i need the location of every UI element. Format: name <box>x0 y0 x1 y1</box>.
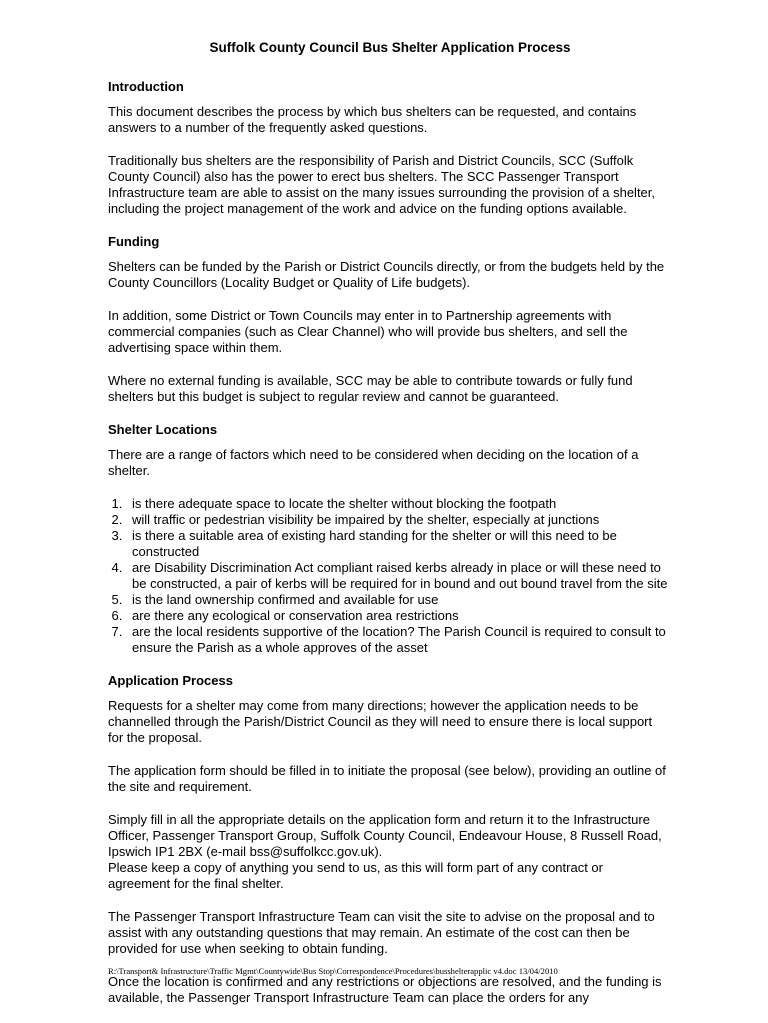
paragraph: Once the location is confirmed and any restrictions or objections are resolved, and the funding is available, the Passenger Transport Infrastructure Team can place the orders for any <box>108 974 662 1005</box>
paragraph: Simply fill in all the appropriate details on the application form and return it to the Infrastructure Officer, Passenger Transport Group, Suffolk County Council, Endeavour House, 8 Russell Road, Ipswich IP1 2BX (e-mail bss@suffolkcc.gov.uk). <box>108 812 662 859</box>
list-item: 1. is there adequate space to locate the shelter without blocking the footpath <box>126 496 668 512</box>
heading-introduction: Introduction <box>108 79 184 94</box>
document-footer: R:\Transport& Infrastructure\Traffic Mgmt\Countywide\Bus Stop\Correspondence\Procedures\busshelterapplic v4.doc 13/04/2010 <box>108 966 558 976</box>
list-item: 3. is there a suitable area of existing hard standing for the shelter or will this need to be constructed <box>126 528 668 560</box>
location-factors-list <box>108 496 668 656</box>
list-item: 7. are the local residents supportive of the location? The Parish Council is required to consult to ensure the Parish as a whole approves of the asset <box>126 624 668 656</box>
list-item: 4. are Disability Discrimination Act compliant raised kerbs already in place or will these need to be constructed, a pair of kerbs will be required for in bound and out bound travel from the site <box>126 560 668 592</box>
page-title: Suffolk County Council Bus Shelter Application Process <box>209 40 571 55</box>
paragraph: The Passenger Transport Infrastructure Team can visit the site to advise on the proposal and to assist with any outstanding questions that may remain. An estimate of the cost can then be provided for use when seeking to obtain funding. <box>108 909 655 956</box>
heading-shelter-locations: Shelter Locations <box>108 422 218 437</box>
paragraph: There are a range of factors which need to be considered when deciding on the location of a shelter. <box>108 447 639 478</box>
paragraph: This document describes the process by which bus shelters can be requested, and contains answers to a number of the frequently asked questions. <box>108 104 637 135</box>
list-item: 5. is the land ownership confirmed and available for use <box>126 592 668 608</box>
paragraph: Requests for a shelter may come from many directions; however the application needs to be channelled through the Parish/District Council as they will need to ensure there is local support for the proposal. <box>108 698 653 745</box>
document-body <box>108 40 668 1023</box>
paragraph: Traditionally bus shelters are the responsibility of Parish and District Councils, SCC (Suffolk County Council) also has the power to erect bus shelters. The SCC Passenger Transport Infrastructure team are able to assist on the many issues surrounding the provision of a shelter, including the project management of the work and advice on the funding options available. <box>108 153 656 216</box>
paragraph: The application form should be filled in to initiate the proposal (see below), providing an outline of the site and requirement. <box>108 763 666 794</box>
paragraph: In addition, some District or Town Councils may enter in to Partnership agreements with commercial companies (such as Clear Channel) who will provide bus shelters, and sell the advertising space within them. <box>108 308 628 355</box>
paragraph: Where no external funding is available, SCC may be able to contribute towards or fully fund shelters but this budget is subject to regular review and cannot be guaranteed. <box>108 373 633 404</box>
paragraph: Please keep a copy of anything you send to us, as this will form part of any contract or agreement for the final shelter. <box>108 860 603 891</box>
heading-funding: Funding <box>108 234 160 249</box>
heading-application-process: Application Process <box>108 673 233 688</box>
list-item: 6. are there any ecological or conservation area restrictions <box>126 608 668 624</box>
paragraph: Shelters can be funded by the Parish or District Councils directly, or from the budgets held by the County Councillors (Locality Budget or Quality of Life budgets). <box>108 259 665 290</box>
list-item: 2. will traffic or pedestrian visibility be impaired by the shelter, especially at junctions <box>126 512 668 528</box>
